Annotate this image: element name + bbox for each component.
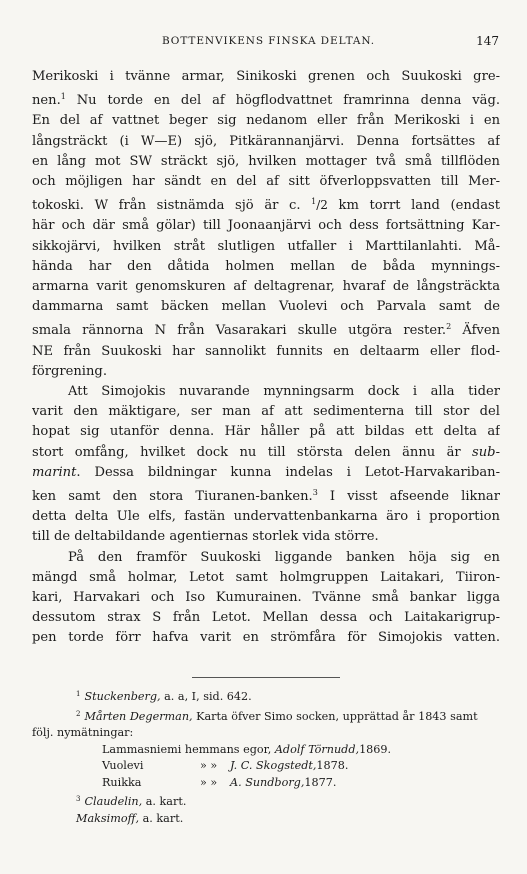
footnote-author: Stuckenberg, <box>84 690 161 703</box>
text-line <box>32 402 500 422</box>
text-line <box>32 608 500 628</box>
text-run: nen. <box>32 93 61 109</box>
text-run: dessutom strax S från Letot. Mellan dessa och Laitakarigrup- <box>32 610 500 626</box>
survey-row <box>32 742 500 759</box>
text-run: pen torde förr hafva varit en strömfåra för Simojokis vatten. <box>32 630 500 646</box>
footnote-2 <box>32 706 500 726</box>
survey-year: 1869. <box>359 742 392 756</box>
text-run: ken samt den stora Tiuranen-banken. <box>32 489 313 505</box>
text-line <box>32 382 500 402</box>
italic-run: sub- <box>472 444 500 460</box>
footnote-author: Claudelin, <box>84 795 143 808</box>
text-run: mängd små holmar, Letot samt holmgruppen Laitakari, Tiiron- <box>32 569 500 585</box>
footnotes <box>32 686 500 827</box>
text-run: . Dessa bildningar kunna indelas i Letot-Harvakariban- <box>76 464 500 480</box>
footnote-ref: 2 <box>446 322 452 332</box>
footnote-ref: 1 <box>60 92 66 102</box>
footnote-text: a. kart. <box>139 811 184 825</box>
footnote-3-second <box>32 811 500 828</box>
text-line <box>32 297 500 317</box>
footnote-text: följ. nymätningar: <box>32 726 134 739</box>
text-line <box>32 507 500 527</box>
text-run: NE från Suukoski har sannolikt funnits en deltaarm eller flod- <box>32 343 500 359</box>
footnote-text: a. kart. <box>142 795 187 808</box>
survey-row <box>32 775 500 792</box>
text-run: kari, Harvakari och Iso Kumurainen. Tvänne små bankar ligga <box>32 590 500 606</box>
survey-place: Ruikka <box>102 775 142 789</box>
footnote-number: 3 <box>76 795 81 803</box>
text-line <box>32 152 500 172</box>
text-run: km torrt land (endast <box>327 198 500 214</box>
running-title: BOTTENVIKENS FINSKA DELTAN. <box>162 35 376 47</box>
text-line <box>32 548 500 568</box>
fraction-denominator: 2 <box>320 198 328 213</box>
text-line <box>32 172 500 192</box>
text-run: detta delta Ule elfs, fastän undervattenbankarna äro i proportion <box>32 509 500 525</box>
footnote-1 <box>32 686 500 706</box>
text-line <box>32 111 500 131</box>
text-run: hända har den dåtida holmen mellan de båda mynnings- <box>32 258 500 274</box>
footnote-author: Maksimoff, <box>76 811 140 825</box>
text-line <box>32 216 500 236</box>
running-head <box>32 35 499 53</box>
footnote-text: a. a, I, sid. 642. <box>160 690 252 703</box>
page-number: 147 <box>476 34 499 48</box>
text-run: här och där små gölar) till Joonaanjärvi och dess fortsättning Kar- <box>32 218 500 234</box>
survey-surveyor: Adolf Törnudd, <box>274 742 360 756</box>
footnote-rule <box>192 677 340 678</box>
text-run: hopat sig utanför denna. Här håller på att bildas ett delta af <box>32 424 500 440</box>
survey-place: Lammasniemi hemmans egor, <box>102 742 272 756</box>
text-run: förgrening. <box>32 363 107 379</box>
text-line <box>32 237 500 257</box>
survey-surveyor: J. C. Skogstedt, <box>230 759 317 772</box>
italic-run: marint <box>32 464 77 480</box>
footnote-2-continued <box>32 725 500 742</box>
text-line <box>32 443 500 463</box>
text-run: smala rännorna N från Vasarakari skulle utgöra rester. <box>32 323 447 339</box>
ditto-marks: » » <box>200 775 218 789</box>
survey-year: 1877. <box>304 775 337 789</box>
text-run: Merikoski i tvänne armar, Sinikoski grenen och Suukoski gre- <box>32 69 500 84</box>
ditto-marks: » » <box>200 759 218 772</box>
fraction-slash: / <box>316 198 321 213</box>
text-run: dammarna samt bäcken mellan Vuolevi och Parvala samt de <box>32 299 500 315</box>
text-run: till de deltabildande agentiernas storlek vida större. <box>32 529 379 545</box>
text-line <box>32 568 500 588</box>
text-line <box>32 132 500 152</box>
text-run: På den framför Suukoski liggande banken höja sig en <box>68 549 500 565</box>
text-line <box>32 463 500 483</box>
text-run: tokoski. W från sistnämda sjö är c. <box>32 198 312 214</box>
text-run: varit den mäktigare, ser man af att sedimenterna till stor del <box>32 404 500 420</box>
text-run: Nu torde en del af högflodvattnet framrinna denna väg. <box>65 93 500 109</box>
footnote-author: Mårten Degerman, <box>84 709 193 723</box>
text-run: en lång mot SW sträckt sjö, hvilken mottager två små tillflöden <box>32 153 500 169</box>
text-run: En del af vattnet beger sig nedanom eller från Merikoski i en <box>32 113 500 129</box>
text-line <box>32 87 500 111</box>
text-line <box>32 257 500 277</box>
survey-year: 1878. <box>316 759 349 772</box>
text-line <box>32 192 500 216</box>
survey-place: Vuolevi <box>102 759 144 772</box>
text-run: armarna varit genomskuren af deltagrenar, hvaraf de långsträckta <box>32 279 500 295</box>
text-run: I visst afseende liknar <box>317 489 500 505</box>
text-line <box>32 277 500 297</box>
survey-row <box>32 758 500 775</box>
fraction-numerator: 1 <box>311 197 317 207</box>
text-run: Äfven <box>451 323 500 339</box>
text-line <box>32 67 500 87</box>
text-line <box>32 628 500 648</box>
text-run: sikkojärvi, hvilken stråt slutligen utfaller i Marttilanlahti. Må- <box>32 238 500 254</box>
text-run: Att Simojokis nuvarande mynningsarm dock i alla tider <box>68 384 500 400</box>
footnote-3 <box>32 791 500 811</box>
text-line <box>32 527 500 547</box>
body-text <box>32 67 500 649</box>
text-line <box>32 483 500 507</box>
text-line <box>32 422 500 442</box>
footnote-number: 1 <box>76 690 81 698</box>
text-line <box>32 588 500 608</box>
text-run: stort omfång, hvilket dock nu till största delen ännu är <box>32 444 473 460</box>
text-run: och möjligen har sändt en del af sitt öfverloppsvatten till Mer- <box>32 174 500 190</box>
footnote-text: Karta öfver Simo socken, upprättad år 1843 samt <box>192 709 478 723</box>
footnote-number: 2 <box>76 709 81 718</box>
text-run: långsträckt (i W—E) sjö, Pitkärannanjärvi. Denna fortsättes af <box>32 133 500 149</box>
text-line <box>32 317 500 341</box>
survey-surveyor: A. Sundborg, <box>230 775 305 789</box>
text-line <box>32 362 500 382</box>
footnote-ref: 3 <box>312 488 318 498</box>
text-line <box>32 342 500 362</box>
